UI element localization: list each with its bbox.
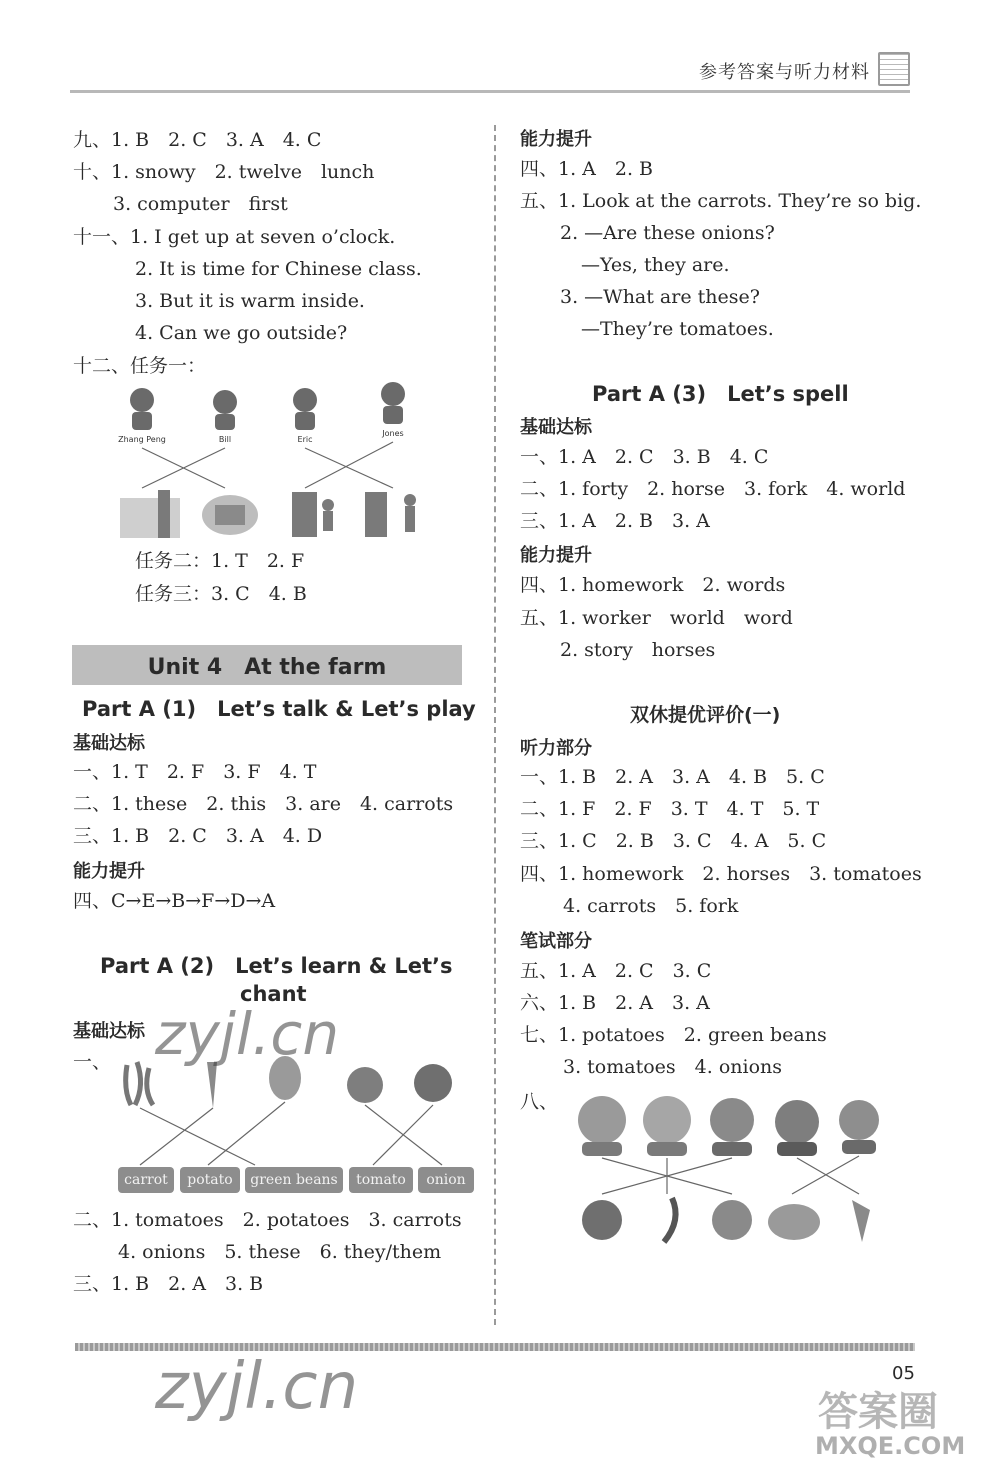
answer-line: 4. carrots 5. fork	[563, 895, 739, 917]
subsection-heading: 能力提升	[520, 129, 592, 150]
answer-line: 五、1. Look at the carrots. They’re so big.	[520, 190, 922, 212]
carrot-picture	[207, 1062, 217, 1108]
kid-figure-2	[213, 390, 237, 430]
subsection-heading: 能力提升	[73, 861, 145, 882]
answer-line: 三、1. B 2. C 3. A 4. D	[73, 825, 323, 847]
potato-picture	[768, 1204, 820, 1240]
section-heading: Part A (3) Let’s spell	[592, 382, 849, 406]
answer-line: 4. Can we go outside?	[135, 322, 348, 344]
scene-door	[365, 492, 416, 537]
answer-line: 3. But it is warm inside.	[135, 290, 365, 312]
green-beans-picture	[126, 1062, 153, 1105]
grandma-face	[643, 1096, 691, 1156]
answer-line: 四、C→E→B→F→D→A	[73, 890, 276, 912]
subsection-heading: 听力部分	[520, 738, 592, 759]
subsection-heading: 能力提升	[520, 545, 592, 566]
section-heading-continued: chant	[240, 982, 307, 1006]
answer-line: 一、1. B 2. A 3. A 4. B 5. C	[520, 766, 825, 788]
answer-line: 二、1. tomatoes 2. potatoes 3. carrots	[73, 1209, 462, 1231]
watermark-text: zyjl.cn	[155, 1350, 359, 1424]
task1-name-2: Bill	[218, 435, 232, 444]
answer-line: 三、1. C 2. B 3. C 4. A 5. C	[520, 830, 827, 852]
grandpa-face	[578, 1096, 626, 1156]
book-icon	[878, 52, 910, 86]
onion-picture	[347, 1067, 383, 1103]
answer-line: 四、1. homework 2. horses 3. tomatoes	[520, 863, 922, 885]
scene-room	[202, 495, 258, 535]
answer-line: 2. It is time for Chinese class.	[135, 258, 422, 280]
word-tag-green-beans: green beans	[245, 1167, 343, 1193]
header-title: 参考答案与听力材料	[699, 62, 870, 83]
unit-banner: Unit 4 At the farm	[72, 645, 462, 685]
task1-matching-illustration	[110, 380, 450, 545]
answer-line: 2. —Are these onions?	[560, 222, 775, 244]
answer-line: 3. —What are these?	[560, 286, 760, 308]
answer-line: 四、1. homework 2. words	[520, 574, 786, 596]
kid-figure-1	[130, 388, 154, 430]
task1-name-4: Jones	[382, 429, 404, 438]
page-number: 05	[892, 1363, 915, 1384]
answer-line: 3. computer first	[113, 193, 288, 215]
answer-line: 任务三：3. C 4. B	[135, 583, 307, 605]
subsection-heading: 基础达标	[520, 417, 592, 438]
answer-line: 五、1. worker world word	[520, 607, 793, 629]
kid-figure-4	[381, 382, 405, 424]
answer-line: 4. onions 5. these 6. they/them	[118, 1241, 442, 1263]
subsection-heading: 笔试部分	[520, 931, 592, 952]
tomato-picture	[414, 1064, 452, 1102]
answer-line: 3. tomatoes 4. onions	[563, 1056, 783, 1078]
answer-line: 二、1. F 2. F 3. T 4. T 5. T	[520, 798, 820, 820]
answer-line: —Yes, they are.	[581, 254, 730, 276]
scene-stairs	[120, 490, 180, 538]
answer-line: 七、1. potatoes 2. green beans	[520, 1024, 827, 1046]
kid-figure-3	[293, 388, 317, 430]
answer-line: 任务二：1. T 2. F	[135, 550, 305, 572]
child-face	[839, 1100, 879, 1154]
answer-line: 八、	[520, 1091, 559, 1113]
word-tag-onion: onion	[418, 1167, 474, 1193]
answer-line: 三、1. A 2. B 3. A	[520, 510, 710, 532]
word-tag-tomato: tomato	[349, 1167, 413, 1193]
word-tag-carrot: carrot	[118, 1167, 174, 1193]
answer-line: 四、1. A 2. B	[520, 158, 654, 180]
answer-line: 一、1. T 2. F 3. F 4. T	[73, 761, 317, 783]
scene-classroom	[292, 492, 334, 537]
tomato-picture	[582, 1200, 622, 1240]
answer-line: 二、1. forty 2. horse 3. fork 4. world	[520, 478, 906, 500]
section-heading: Part A (1) Let’s talk & Let’s play	[82, 697, 476, 721]
green-bean-picture	[664, 1198, 676, 1242]
answer-line: 一、1. A 2. C 3. B 4. C	[520, 446, 769, 468]
answer-line: 十一、1. I get up at seven o’clock.	[73, 226, 396, 248]
task1-name-3: Eric	[297, 435, 313, 444]
answer-line: 十、1. snowy 2. twelve lunch	[73, 161, 375, 183]
section-heading: Part A (2) Let’s learn & Let’s	[100, 954, 453, 978]
header-rule	[70, 90, 910, 93]
answer-line: 2. story horses	[560, 639, 716, 661]
subsection-heading: 基础达标	[73, 1021, 145, 1042]
answer-line: 一、	[73, 1051, 112, 1073]
column-divider	[494, 125, 496, 1325]
girl-face	[775, 1100, 819, 1156]
answer-line: 二、1. these 2. this 3. are 4. carrots	[73, 793, 454, 815]
answer-line: 六、1. B 2. A 3. A	[520, 992, 710, 1014]
answer-line: 十二、任务一：	[73, 355, 207, 377]
carrot-picture	[852, 1200, 870, 1242]
boy-face	[710, 1098, 754, 1156]
answer-line: 九、1. B 2. C 3. A 4. C	[73, 129, 322, 151]
word-tag-potato: potato	[180, 1167, 240, 1193]
answer-line: 三、1. B 2. A 3. B	[73, 1273, 264, 1295]
watermark-text: MXQE.COM	[815, 1432, 966, 1460]
review-title: 双休提优评价(一)	[630, 704, 781, 726]
onion-picture	[712, 1200, 752, 1240]
watermark-text: zyjl.cn	[155, 1000, 340, 1068]
watermark-text: 答案圈	[818, 1389, 938, 1435]
subsection-heading: 基础达标	[73, 733, 145, 754]
faces-vegetables-matching-illustration	[572, 1090, 887, 1250]
task1-name-1: Zhang Peng	[118, 435, 166, 444]
answer-line: —They’re tomatoes.	[581, 318, 774, 340]
answer-line: 五、1. A 2. C 3. C	[520, 960, 712, 982]
